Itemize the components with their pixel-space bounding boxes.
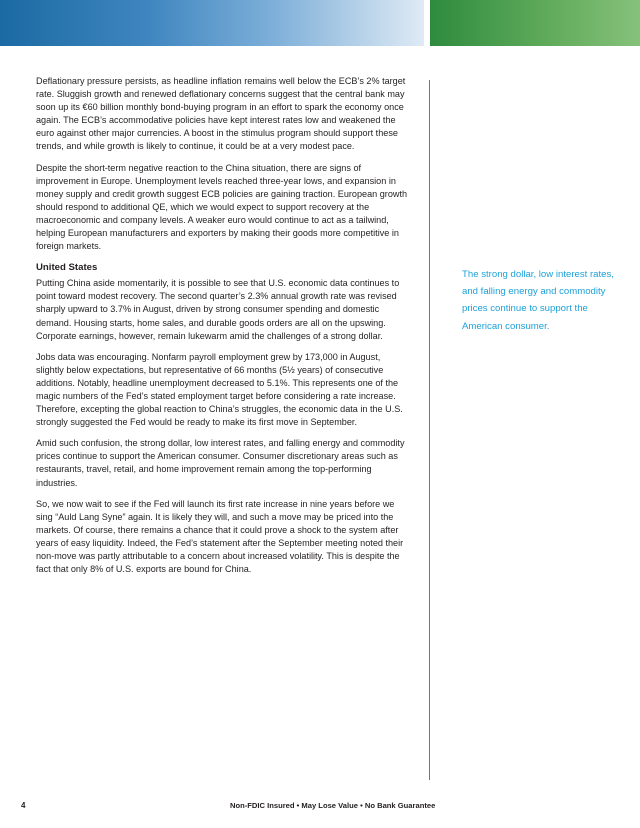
page-number: 4 [21,801,26,810]
paragraph-europe-improvement: Despite the short-term negative reaction to the China situation, there are signs of improvement in Europe. Unemployment levels reached three-year lows, and expansion in money supply and credit growth suggest ECB policies are gaining traction. European growth should respond to additional QE, which we would expect to support recovery at the macroeconomic and company levels. A weaker euro would continue to act as a tailwind, helping European manufacturers and exporters by making their goods more competitive in foreign markets. [36,162,408,252]
paragraph-jobs-data: Jobs data was encouraging. Nonfarm payroll employment grew by 173,000 in August, slightly below expectations, but representative of 66 months (5½ years) of consecutive additions. Notably, headline unemployment decreased to 5.1%. This represents one of the magic numbers of the Fed’s stated employment target before considering a rate increase. Therefore, excepting the global reaction to China’s struggles, the economic data in the U.S. strongly suggested the Fed would be ready to make its first move in September. [36,351,403,428]
paragraph-consumer: Amid such confusion, the strong dollar, low interest rates, and falling energy and commodity prices continue to support the American consumer. Consumer discretionary areas such as restaurants, travel, retail, and home improvement remain among the top-performing industries. [36,438,405,488]
column-divider [429,80,430,780]
pull-quote: The strong dollar, low interest rates, and falling energy and commodity prices continue to support the American consumer. [462,269,614,332]
article-body [36,75,408,584]
header-band-blue [0,0,424,46]
header-band-green [430,0,640,46]
footer-disclaimer: Non-FDIC Insured • May Lose Value • No Bank Guarantee [230,801,436,810]
paragraph-fed-rate: So, we now wait to see if the Fed will launch its first rate increase in nine years before we sing “Auld Lang Syne” again. It is likely they will, and such a move may be priced into the markets. Of course, there remains a chance that it could prove a shock to the system after years of easy liquidity. Indeed, the Fed’s statement after the September meeting noted their non-move was partly attributable to a concern about increased volatility. This is despite the fact that only 8% of U.S. exports are bound for China. [36,498,404,575]
paragraph-deflation: Deflationary pressure persists, as headline inflation remains well below the ECB’s 2% target rate. Sluggish growth and renewed deflationary concerns suggest that the central bank may soon up its €60 billion monthly bond-buying program in an effort to spark the economy once again. The ECB’s accommodative policies have kept interest rates low and weakened the euro against other major currencies. A boost in the stimulus program should support these trends, and while growth is likely to continue, it could be at a very modest pace. [36,76,406,152]
section-heading-united-states: United States [36,262,98,274]
paragraph-us-recovery: Putting China aside momentarily, it is possible to see that U.S. economic data continues to point toward modest recovery. The second quarter’s 2.3% annual growth rate was revised sharply upward to 3.7% in August, driven by strong consumer spending and domestic demand. Housing starts, home sales, and durable goods orders are all on the upswing. Corporate earnings, however, remain lukewarm amid the challenges of a strong dollar. [36,278,400,341]
